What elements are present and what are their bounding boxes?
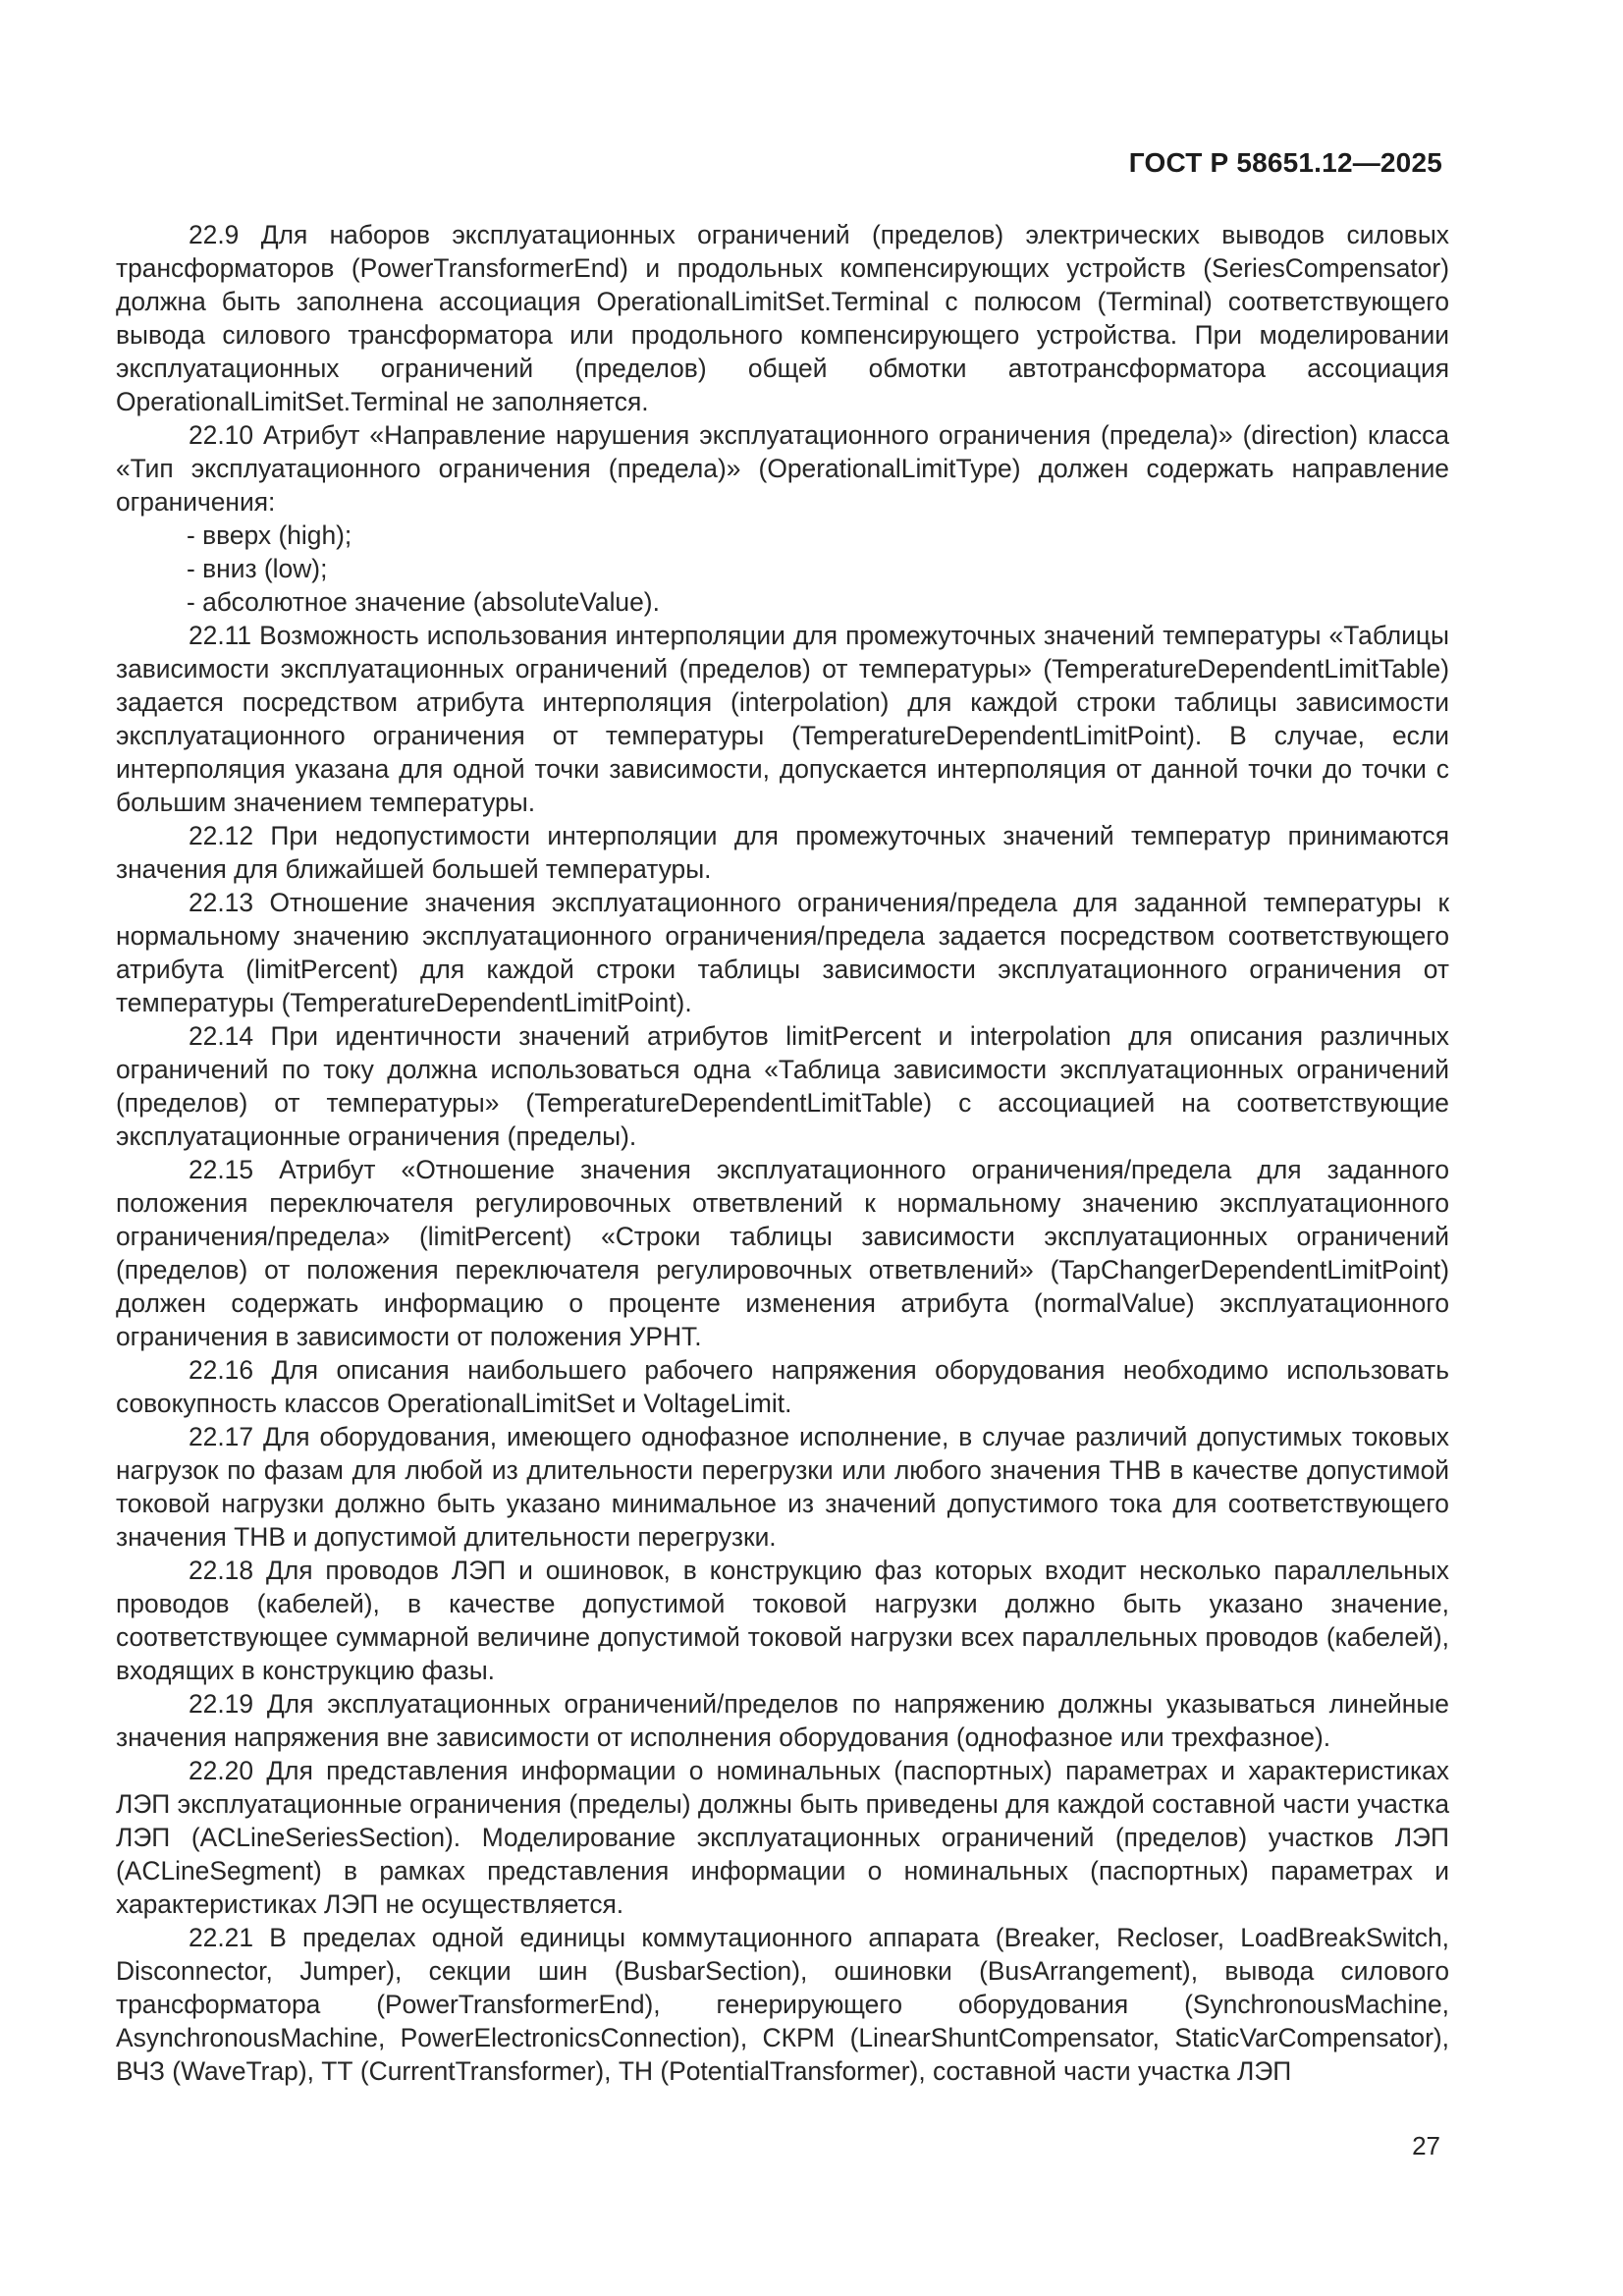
paragraph-22-12: 22.12 При недопустимости интерполяции для промежуточных значений температур принимаются значения для ближайшей большей температуры.	[116, 821, 1449, 884]
paragraph-22-14: 22.14 При идентичности значений атрибутов limitPercent и interpolation для описания различных ограничений по току должна использоваться одна «Таблица зависимости эксплуатационных ограничений (пределов) от температуры» (TemperatureDependentLimitTable) с ассоциацией на соответствующие эксплуатационные ограничения (пределы).	[116, 1021, 1449, 1151]
paragraph-22-17: 22.17 Для оборудования, имеющего однофазное исполнение, в случае различий допустимых токовых нагрузок по фазам для любой из длительности перегрузки или любого значения ТНВ в качестве допустимой токовой нагрузки должно быть указано минимальное из значений допустимого тока для соответствующего значения ТНВ и допустимой длительности перегрузки.	[116, 1422, 1449, 1552]
paragraph-22-15: 22.15 Атрибут «Отношение значения эксплуатационного ограничения/предела для заданного положения переключателя регулировочных ответвлений к нормальному значению эксплуатационного ограничения/предела» (limitPercent) «Строки таблицы зависимости эксплуатационных ограничений (пределов) от положения переключателя регулировочных ответвлений» (TapChangerDependentLimitPoint) должен содержать информацию о проценте изменения атрибута (normalValue) эксплуатационного ограничения в зависимости от положения УРНТ.	[116, 1155, 1449, 1351]
paragraph-22-16: 22.16 Для описания наибольшего рабочего напряжения оборудования необходимо использовать совокупность классов OperationalLimitSet и VoltageLimit.	[116, 1355, 1449, 1418]
paragraph-22-18: 22.18 Для проводов ЛЭП и ошиновок, в конструкцию фаз которых входит несколько параллельных проводов (кабелей), в качестве допустимой токовой нагрузки должно быть указано значение, соответствующее суммарной величине допустимой токовой нагрузки всех параллельных проводов (кабелей), входящих в конструкцию фазы.	[116, 1556, 1449, 1685]
document-body	[116, 218, 1449, 2088]
paragraph-22-20: 22.20 Для представления информации о номинальных (паспортных) параметрах и характеристиках ЛЭП эксплуатационные ограничения (пределы) должны быть приведены для каждой составной части участка ЛЭП (ACLineSeriesSection). Моделирование эксплуатационных ограничений (пределов) участков ЛЭП (ACLineSegment) в рамках представления информации о номинальных (паспортных) параметрах и характеристиках ЛЭП не осуществляется.	[116, 1756, 1449, 1919]
paragraph-22-19: 22.19 Для эксплуатационных ограничений/пределов по напряжению должны указываться линейные значения напряжения вне зависимости от исполнения оборудования (однофазное или трехфазное).	[116, 1689, 1449, 1752]
paragraph-22-10: 22.10 Атрибут «Направление нарушения эксплуатационного ограничения (предела)» (direction) класса «Тип эксплуатационного ограничения (предела)» (OperationalLimitType) должен содержать направление ограничения:	[116, 420, 1449, 517]
list-item-absolute: - абсолютное значение (absoluteValue).	[187, 587, 660, 617]
list-item-high: - вверх (high);	[187, 520, 352, 550]
paragraph-22-9: 22.9 Для наборов эксплуатационных ограничений (пределов) электрических выводов силовых трансформаторов (PowerTransformerEnd) и продольных компенсирующих устройств (SeriesCompensator) должна быть заполнена ассоциация OperationalLimitSet.Terminal с полюсом (Terminal) соответствующего вывода силового трансформатора или продольного компенсирующего устройства. При моделировании эксплуатационных ограничений (пределов) общей обмотки автотрансформатора ассоциация OperationalLimitSet.Terminal не заполняется.	[116, 220, 1449, 416]
standard-designation: ГОСТ Р 58651.12—2025	[1128, 147, 1442, 178]
paragraph-22-11: 22.11 Возможность использования интерполяции для промежуточных значений температуры «Таблицы зависимости эксплуатационных ограничений (пределов) от температуры» (TemperatureDependentLimitTable) задается посредством атрибута интерполяция (interpolation) для каждой строки таблицы зависимости эксплуатационного ограничения от температуры (TemperatureDependentLimitPoint). В случае, если интерполяция указана для одной точки зависимости, допускается интерполяция от данной точки до точки с большим значением температуры.	[116, 621, 1449, 817]
list-item-low: - вниз (low);	[187, 554, 328, 583]
paragraph-22-21: 22.21 В пределах одной единицы коммутационного аппарата (Breaker, Recloser, LoadBreakSwitch, Disconnector, Jumper), секции шин (BusbarSection), ошиновки (BusArrangement), вывода силового трансформатора (PowerTransformerEnd), генерирующего оборудования (SynchronousMachine, AsynchronousMachine, PowerElectronicsConnection), СКРМ (LinearShuntCompensator, StaticVarCompensator), ВЧЗ (WaveTrap), ТТ (CurrentTransformer), ТН (PotentialTransformer), составной части участка ЛЭП	[116, 1923, 1449, 2086]
page-number: 27	[1412, 2131, 1440, 2160]
paragraph-22-13: 22.13 Отношение значения эксплуатационного ограничения/предела для заданной температуры к нормальному значению эксплуатационного ограничения/предела задается посредством соответствующего атрибута (limitPercent) для каждой строки таблицы зависимости эксплуатационного ограничения от температуры (TemperatureDependentLimitPoint).	[116, 888, 1449, 1017]
